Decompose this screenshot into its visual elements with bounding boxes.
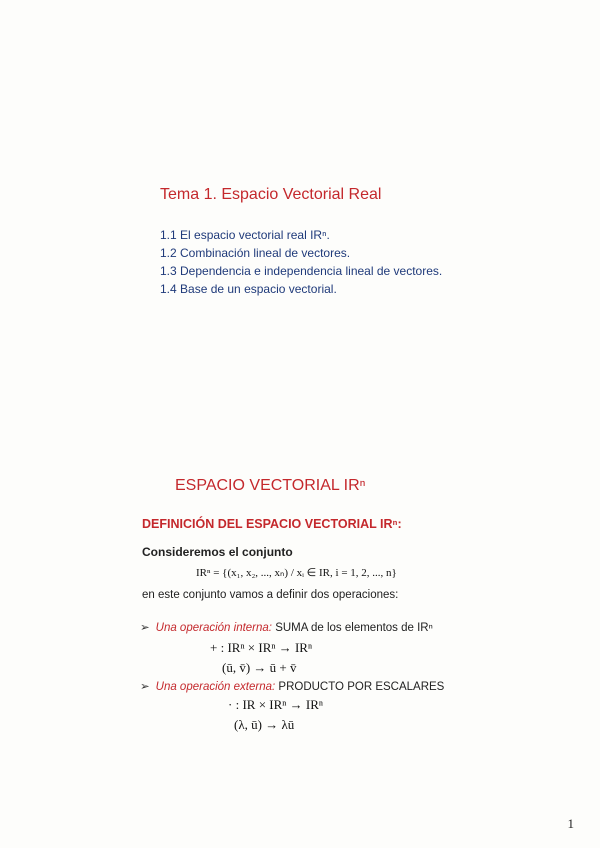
external-operation-text: PRODUCTO POR ESCALARES xyxy=(278,681,445,693)
toc-item-4: 1.4 Base de un espacio vectorial. xyxy=(160,282,337,296)
page-title: Tema 1. Espacio Vectorial Real xyxy=(160,186,382,203)
arrow-bullet-icon: ➢ xyxy=(140,622,150,634)
external-formula-1: · : IR × IRⁿ → IRⁿ xyxy=(228,697,323,712)
external-operation-bullet xyxy=(140,679,444,693)
section-title: ESPACIO VECTORIAL IRⁿ xyxy=(175,477,366,494)
internal-operation-text: SUMA de los elementos de IRⁿ xyxy=(275,622,433,634)
toc-item-3: 1.3 Dependencia e independencia lineal de vectores. xyxy=(160,264,443,278)
internal-formula-1: + : IRⁿ × IRⁿ → IRⁿ xyxy=(210,640,313,655)
toc-item-1: 1.1 El espacio vectorial real IRⁿ. xyxy=(160,228,330,242)
definition-heading: DEFINICIÓN DEL ESPACIO VECTORIAL IRⁿ: xyxy=(142,517,402,531)
consider-text: Consideremos el conjunto xyxy=(142,545,293,559)
intro-text: en este conjunto vamos a definir dos operaciones: xyxy=(142,589,399,601)
arrow-bullet-icon: ➢ xyxy=(140,681,150,693)
external-formula-2: (λ, ū) → λū xyxy=(234,717,295,732)
page-number: 1 xyxy=(567,816,574,831)
set-formula: IRⁿ = {(x₁, x₂, ..., xₙ) / xᵢ ∈ IR, i = 1, 2, ..., n} xyxy=(196,567,397,579)
internal-operation-label: Una operación interna: xyxy=(155,622,272,634)
toc-item-2: 1.2 Combinación lineal de vectores. xyxy=(160,246,351,260)
external-operation-label: Una operación externa: xyxy=(155,681,276,693)
internal-formula-2: (ū, v̄) → ū + v̄ xyxy=(222,660,297,675)
internal-operation-bullet xyxy=(140,620,433,634)
